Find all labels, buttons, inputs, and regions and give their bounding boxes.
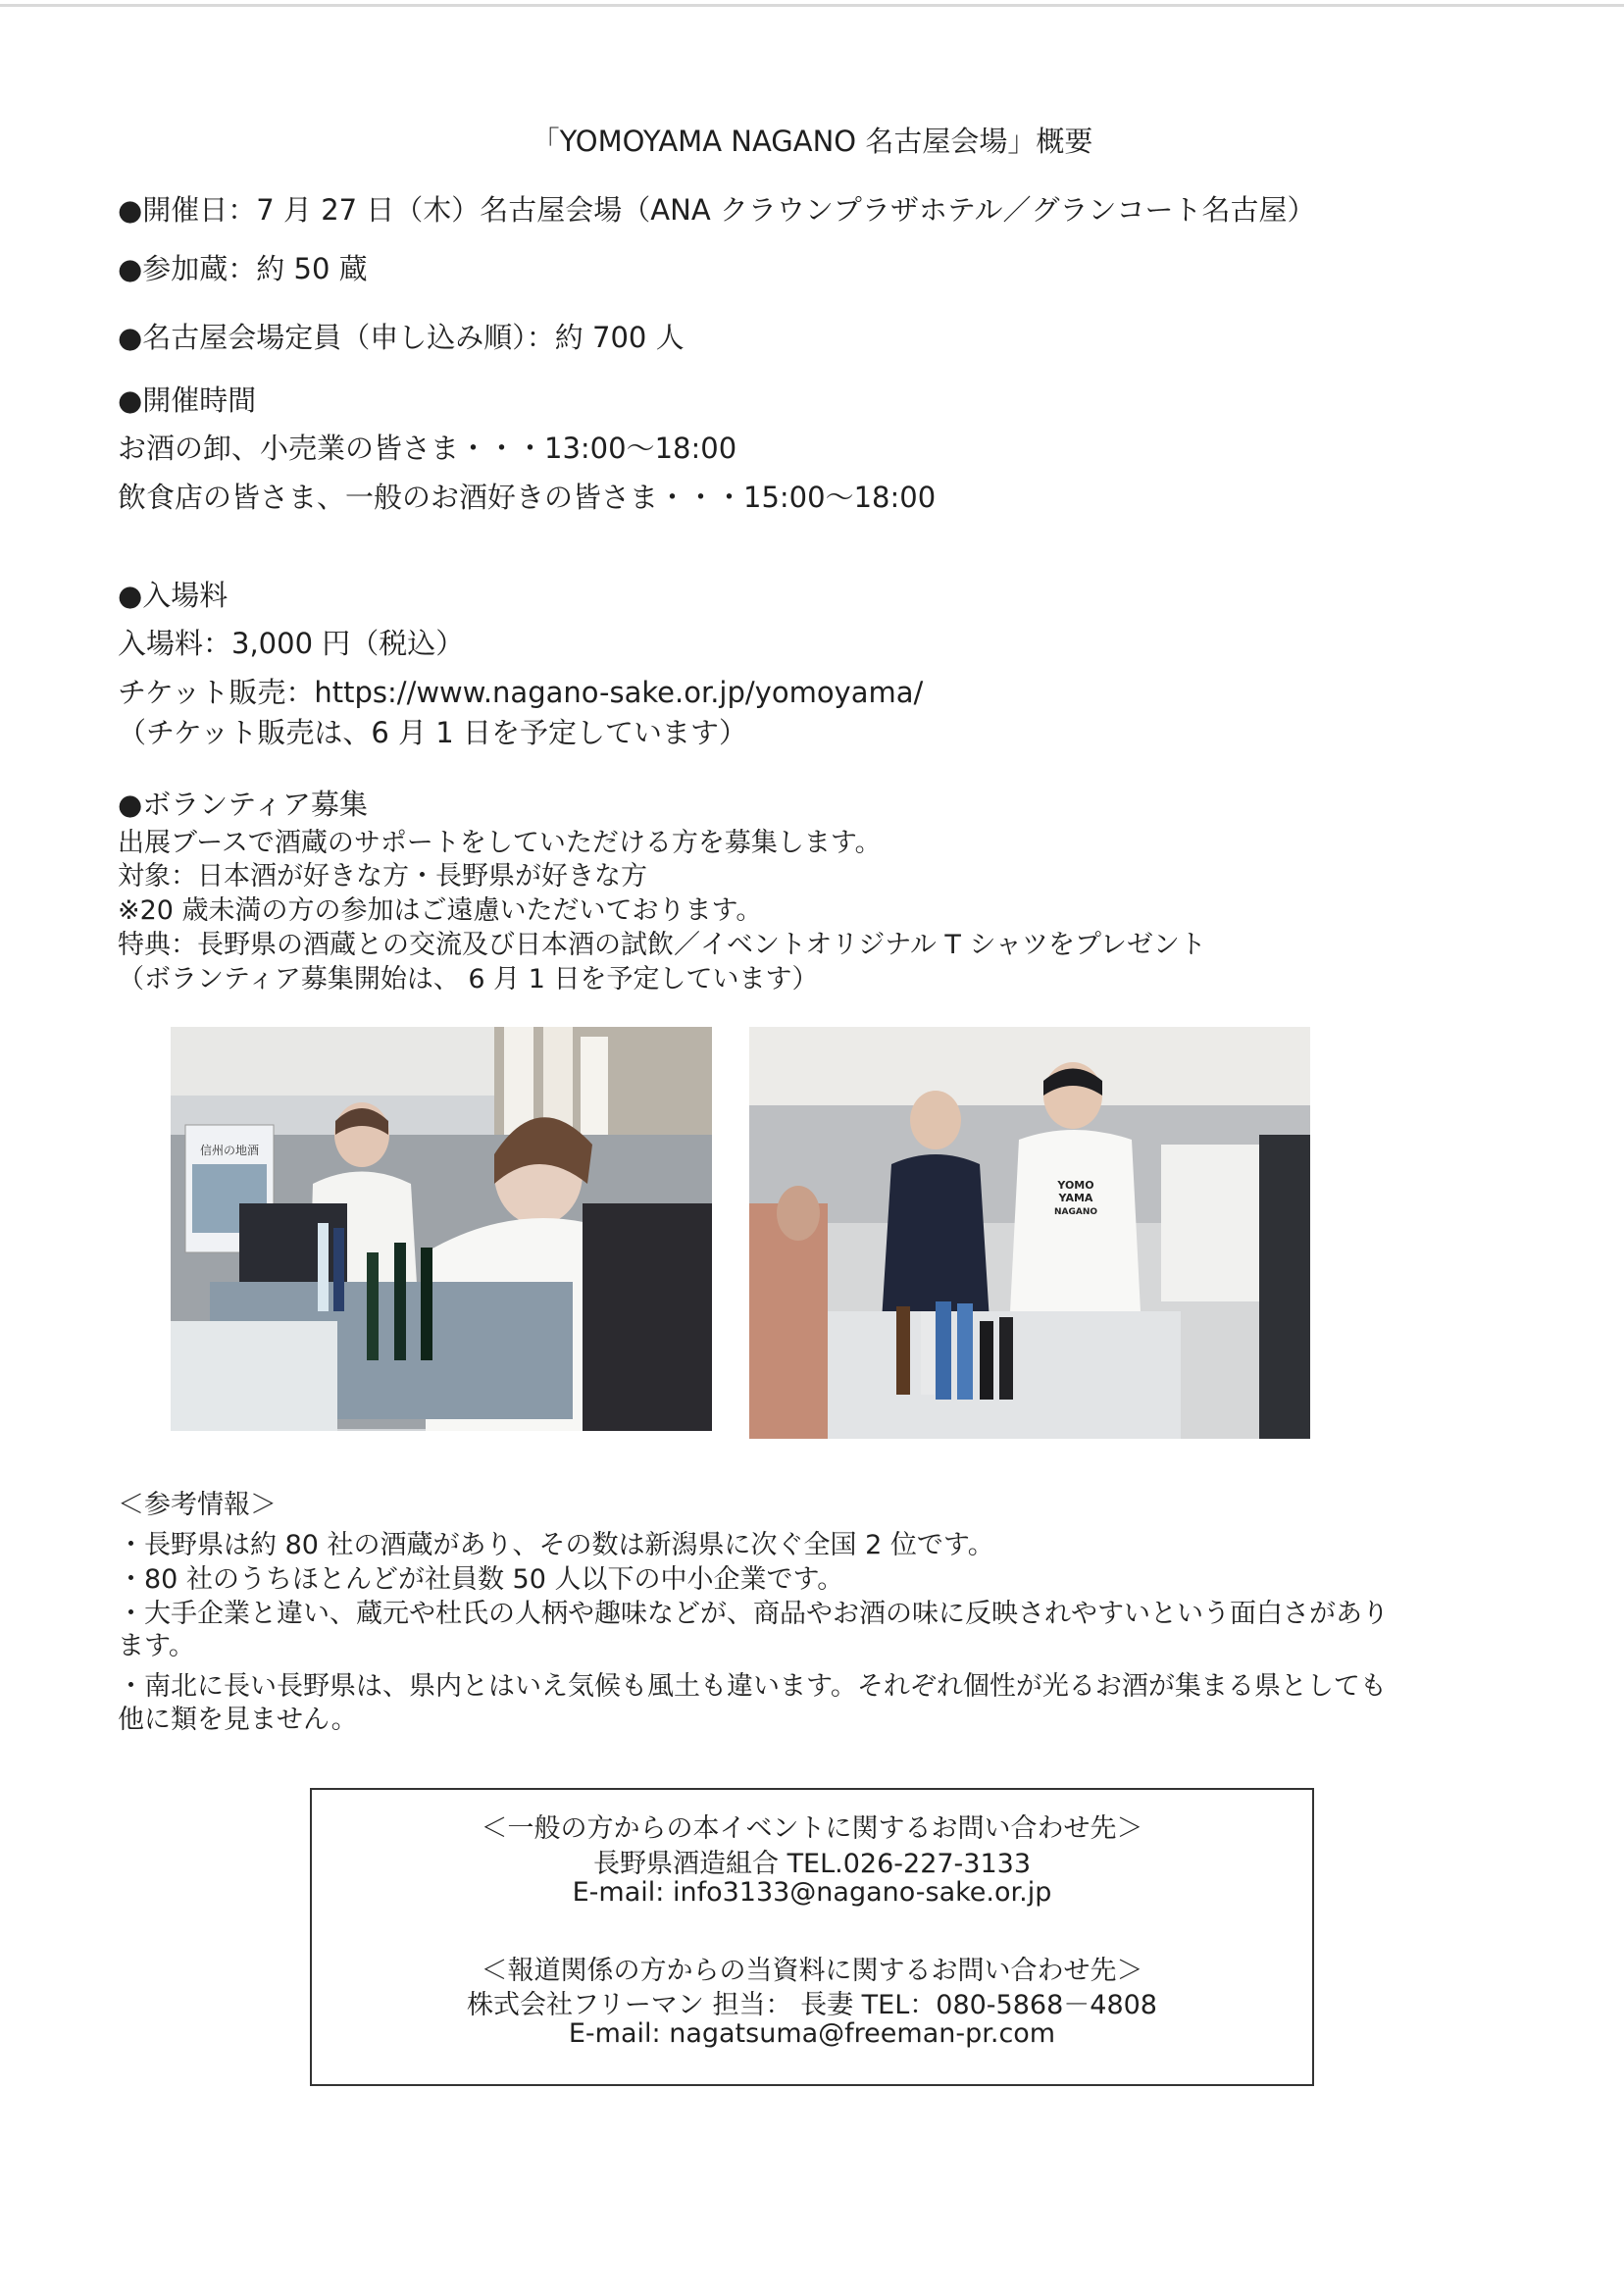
page-title: 「YOMOYAMA NAGANO 名古屋会場」概要 <box>531 125 1093 158</box>
right-photo-shirt-line: YOMO <box>1057 1179 1094 1192</box>
venue-capacity: ●名古屋会場定員（申し込み順）：約 700 人 <box>118 321 685 354</box>
press-contact-email[interactable]: E-mail: nagatsuma@freeman-pr.com <box>568 2018 1056 2049</box>
contact-box <box>310 1788 1314 2086</box>
left-photo-sign: 信州の地酒 <box>199 1144 260 1157</box>
reference-line: 他に類を見ません。 <box>118 1705 358 1735</box>
ticket-url[interactable]: チケット販売：https://www.nagano-sake.or.jp/yomoyama/ <box>118 676 924 709</box>
reference-line: ます。 <box>118 1631 195 1661</box>
event-date: ●開催日：7 月 27 日（木）名古屋会場（ANA クラウンプラザホテル／グランコート名古屋） <box>118 193 1316 227</box>
volunteer-line: ※20 歳未満の方の参加はご遠慮いただいております。 <box>118 895 763 926</box>
reference-heading: ＜参考情報＞ <box>118 1490 277 1520</box>
reference-line: ・南北に長い長野県は、県内とはいえ気候も風土も違います。それぞれ個性が光るお酒が集まる県としても <box>118 1671 1387 1702</box>
hours-general: 飲食店の皆さま、一般のお酒好きの皆さま・・・15:00～18:00 <box>118 481 937 514</box>
event-photo-right <box>749 1027 1310 1439</box>
general-contact-email[interactable]: E-mail: info3133@nagano-sake.or.jp <box>572 1877 1052 1908</box>
hours-trade: お酒の卸、小売業の皆さま・・・13:00～18:00 <box>118 432 737 465</box>
volunteer-line: 特典：長野県の酒蔵との交流及び日本酒の試飲／イベントオリジナル T シャツをプレゼント <box>118 930 1206 960</box>
reference-line: ・大手企業と違い、蔵元や杜氏の人柄や趣味などが、商品やお酒の味に反映されやすいという面白さがあり <box>118 1599 1389 1629</box>
volunteer-line: 対象：日本酒が好きな方・長野県が好きな方 <box>118 861 647 892</box>
admission-heading: ●入場料 <box>118 579 228 612</box>
volunteer-line: 出展ブースで酒蔵のサポートをしていただける方を募集します。 <box>118 828 882 858</box>
hours-heading: ●開催時間 <box>118 383 257 417</box>
volunteer-heading: ●ボランティア募集 <box>118 788 368 821</box>
reference-line: ・80 社のうちほとんどが社員数 50 人以下の中小企業です。 <box>118 1564 844 1595</box>
press-contact-org: 株式会社フリーマン 担当： 長妻 TEL：080-5868－4808 <box>467 1990 1157 2020</box>
right-photo-shirt-line: YAMA <box>1058 1192 1093 1204</box>
press-contact-heading: ＜報道関係の方からの当資料に関するお問い合わせ先＞ <box>481 1956 1143 1986</box>
event-photo-left <box>171 1027 712 1431</box>
general-contact-org: 長野県酒造組合 TEL.026-227-3133 <box>592 1849 1032 1879</box>
ticket-note: （チケット販売は、6 月 1 日を予定しています） <box>118 716 747 749</box>
general-contact-heading: ＜一般の方からの本イベントに関するお問い合わせ先＞ <box>481 1813 1143 1844</box>
admission-fee: 入場料：3,000 円（税込） <box>118 627 465 660</box>
participating-breweries: ●参加蔵：約 50 蔵 <box>118 252 368 285</box>
right-photo-shirt-line: NAGANO <box>1053 1207 1098 1217</box>
reference-line: ・長野県は約 80 社の酒蔵があり、その数は新潟県に次ぐ全国 2 位です。 <box>118 1530 994 1560</box>
scan-edge-line <box>0 4 1624 7</box>
volunteer-line: （ボランティア募集開始は、 6 月 1 日を予定しています） <box>118 964 819 994</box>
